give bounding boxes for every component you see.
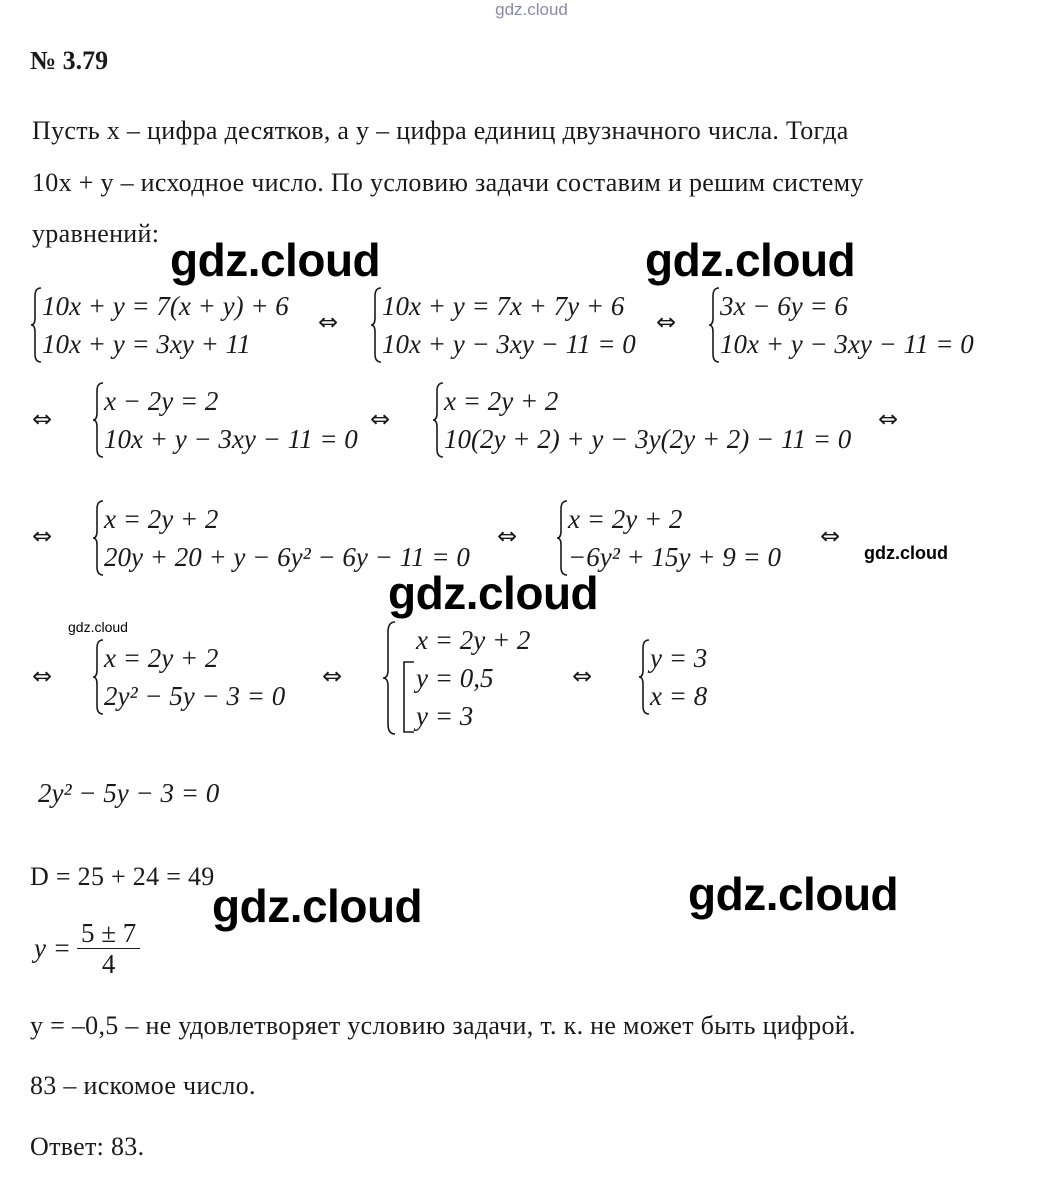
brace-icon bbox=[382, 620, 396, 736]
intro-line-3: уравнений: bbox=[32, 219, 160, 248]
brace-icon bbox=[92, 499, 104, 577]
watermark-small: gdz.cloud bbox=[864, 543, 948, 563]
equation-system bbox=[92, 638, 285, 716]
equation-line: y = 3 bbox=[416, 701, 474, 731]
equivalence-symbol: ⇔ bbox=[656, 308, 677, 336]
equation-line: x = 2y + 2 bbox=[444, 386, 559, 416]
equation-system bbox=[432, 381, 851, 459]
conclusion-line-1: y = –0,5 – не удовлетворяет условию задачи, т. к. не может быть цифрой. bbox=[30, 1011, 856, 1040]
equation-system-with-set bbox=[382, 620, 530, 736]
equation-line: x = 2y + 2 bbox=[416, 625, 531, 655]
equivalence-symbol: ⇔ bbox=[32, 662, 53, 690]
discriminant-line: D = 25 + 24 = 49 bbox=[30, 862, 215, 891]
equivalence-symbol: ⇔ bbox=[322, 662, 343, 690]
brace-icon bbox=[92, 638, 104, 716]
watermark-tiny: gdz.cloud bbox=[68, 619, 128, 635]
equation-line: −6y² + 15y + 9 = 0 bbox=[568, 542, 781, 572]
brace-icon bbox=[638, 638, 650, 716]
equation-line: x = 8 bbox=[650, 681, 708, 711]
watermark-large: gdz.cloud bbox=[212, 880, 423, 932]
watermark-large: gdz.cloud bbox=[645, 234, 856, 286]
intro-line-2: 10x + y – исходное число. По условию задачи составим и решим систему bbox=[32, 168, 864, 197]
equation-line: 10x + y − 3xy − 11 = 0 bbox=[382, 329, 636, 359]
equivalence-symbol: ⇔ bbox=[572, 662, 593, 690]
equivalence-symbol: ⇔ bbox=[318, 308, 339, 336]
intro-line-1: Пусть x – цифра десятков, а y – цифра единиц двузначного числа. Тогда bbox=[32, 116, 849, 145]
equivalence-symbol: ⇔ bbox=[497, 522, 518, 550]
quadratic-equation: 2y² − 5y − 3 = 0 bbox=[38, 778, 220, 808]
root-formula-lhs: y = bbox=[34, 933, 71, 963]
equivalence-symbol: ⇔ bbox=[820, 522, 841, 550]
equation-line: 3x − 6y = 6 bbox=[720, 291, 848, 321]
square-bracket-icon bbox=[400, 659, 416, 735]
problem-number: № 3.79 bbox=[30, 46, 109, 75]
root-formula-numerator: 5 ± 7 bbox=[77, 918, 140, 949]
answer-line: Ответ: 83. bbox=[30, 1132, 145, 1161]
equivalence-symbol: ⇔ bbox=[32, 522, 53, 550]
equation-line: 10(2y + 2) + y − 3y(2y + 2) − 11 = 0 bbox=[444, 424, 852, 454]
equation-line: x = 2y + 2 bbox=[104, 504, 219, 534]
equivalence-symbol: ⇔ bbox=[370, 405, 391, 433]
equation-system bbox=[30, 286, 289, 364]
equation-line: 10x + y − 3xy − 11 = 0 bbox=[720, 329, 974, 359]
root-formula-denominator: 4 bbox=[101, 949, 116, 979]
equation-line: x = 2y + 2 bbox=[568, 504, 683, 534]
equation-line: 20y + 20 + y − 6y² − 6y − 11 = 0 bbox=[104, 542, 470, 572]
equation-line: 10x + y = 7(x + y) + 6 bbox=[42, 291, 289, 321]
root-formula bbox=[34, 918, 140, 979]
equation-line: 10x + y − 3xy − 11 = 0 bbox=[104, 424, 358, 454]
equation-system bbox=[708, 286, 974, 364]
equation-line: x − 2y = 2 bbox=[104, 386, 219, 416]
conclusion-line-2: 83 – искомое число. bbox=[30, 1071, 256, 1100]
equation-line: x = 2y + 2 bbox=[104, 643, 219, 673]
equation-system bbox=[92, 381, 358, 459]
solution-set bbox=[400, 659, 530, 735]
equation-system bbox=[638, 638, 707, 716]
brace-icon bbox=[370, 286, 382, 364]
equation-line: 10x + y = 7x + 7y + 6 bbox=[382, 291, 625, 321]
brace-icon bbox=[708, 286, 720, 364]
equation-system bbox=[370, 286, 636, 364]
equation-line: y = 0,5 bbox=[416, 663, 494, 693]
equation-line: 2y² − 5y − 3 = 0 bbox=[104, 681, 286, 711]
brace-icon bbox=[30, 286, 42, 364]
watermark-large: gdz.cloud bbox=[688, 868, 899, 920]
watermark-large: gdz.cloud bbox=[388, 567, 599, 619]
top-watermark: gdz.cloud bbox=[495, 0, 568, 19]
watermark-large: gdz.cloud bbox=[170, 234, 381, 286]
brace-icon bbox=[92, 381, 104, 459]
equivalence-symbol: ⇔ bbox=[32, 405, 53, 433]
equivalence-symbol: ⇔ bbox=[878, 405, 899, 433]
brace-icon bbox=[432, 381, 444, 459]
equation-line: 10x + y = 3xy + 11 bbox=[42, 329, 251, 359]
equation-line: y = 3 bbox=[650, 643, 708, 673]
